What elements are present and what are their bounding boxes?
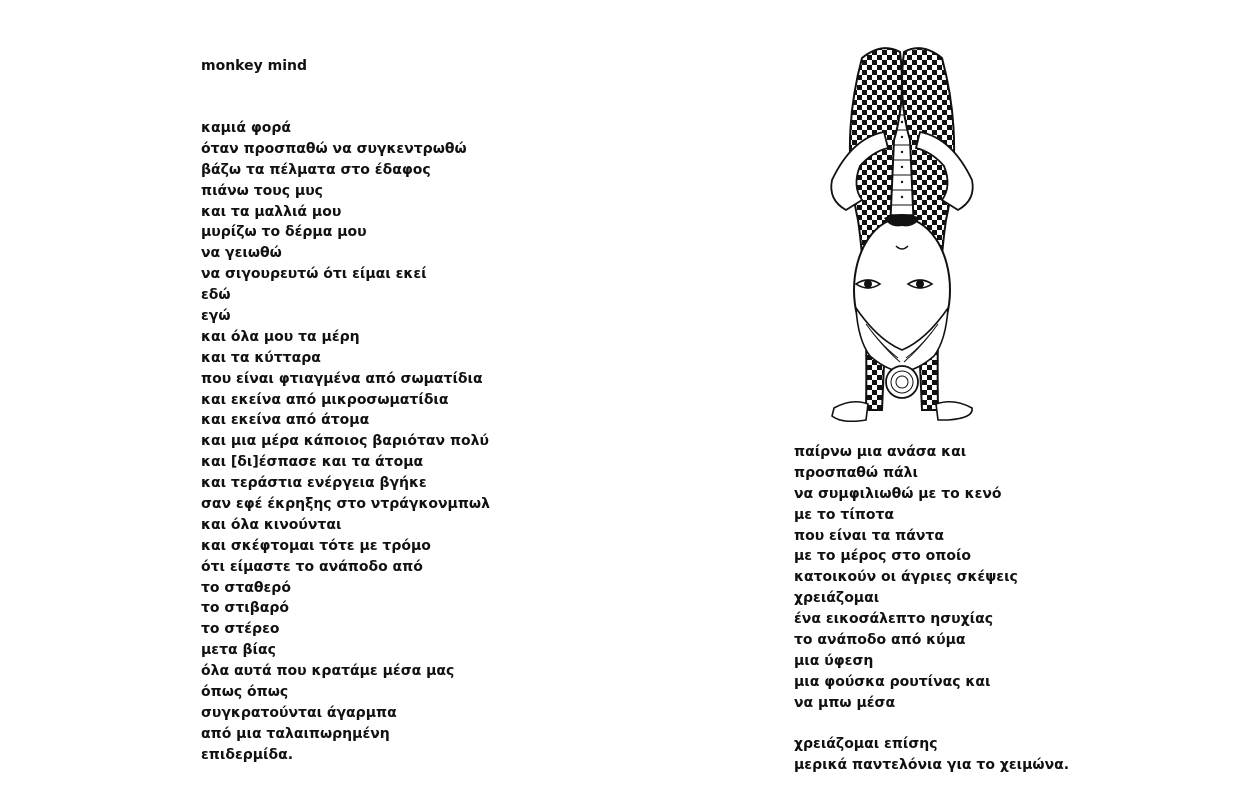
poem-line: και σκέφτομαι τότε με τρόμο	[201, 537, 431, 554]
poem-line: να σιγουρευτώ ότι είμαι εκεί	[201, 266, 427, 283]
poem-line: το σταθερό	[201, 579, 291, 596]
poem-line: να συμφιλιωθώ με το κενό	[794, 485, 1002, 502]
poem-line: και [δι]έσπασε και τα άτομα	[201, 454, 424, 471]
poem-line: και τα κύτταρα	[201, 349, 321, 366]
stanza-break	[794, 714, 1069, 735]
poem-line: όταν προσπαθώ να συγκεντρωθώ	[201, 140, 467, 157]
poem-line: με το μέρος στο οποίο	[794, 548, 972, 565]
poem-line: και εκείνα από μικροσωματίδια	[201, 391, 449, 408]
poem-line: μυρίζω το δέρμα μου	[201, 224, 367, 241]
poem-line: εγώ	[201, 308, 231, 325]
poem-line: συγκρατούνται άγαρμπα	[201, 704, 397, 721]
poem-line: το στιβαρό	[201, 600, 289, 617]
poem-line: ότι είμαστε το ανάποδο από	[201, 558, 423, 575]
poem-line: το στέρεο	[201, 621, 280, 638]
poem-line: παίρνω μια ανάσα και	[794, 444, 967, 460]
poem-line: πιάνω τους μυς	[201, 182, 323, 199]
poem-line: όπως όπως	[201, 684, 289, 701]
poem-line: μερικά παντελόνια για το χειμώνα.	[794, 757, 1070, 774]
poem-line: χρειάζομαι επίσης	[794, 736, 938, 753]
poem-line: από μια ταλαιπωρημένη	[201, 725, 390, 742]
poem-line: το ανάποδο από κύμα	[794, 632, 966, 649]
poem-line: επιδερμίδα.	[201, 746, 294, 763]
poem-line: μια ύφεση	[794, 652, 874, 669]
poem-line: όλα αυτά που κρατάμε μέσα μας	[201, 663, 455, 680]
poem-title: monkey mind	[201, 58, 307, 74]
poem-right-column	[794, 442, 1069, 776]
poem-line: και όλα κινούνται	[201, 516, 342, 533]
poem-line: προσπαθώ πάλι	[794, 464, 918, 481]
poem-line: και τα μαλλιά μου	[201, 203, 342, 220]
poem-line: κατοικούν οι άγριες σκέψεις	[794, 569, 1018, 586]
poem-line: να μπω μέσα	[794, 694, 896, 711]
poem-line: καμιά φορά	[201, 120, 292, 136]
poem-line: και τεράστια ενέργεια βγήκε	[201, 475, 427, 492]
poem-line: και μια μέρα κάποιος βαριόταν πολύ	[201, 433, 489, 450]
poem-line: να γειωθώ	[201, 245, 282, 262]
poem-line: και όλα μου τα μέρη	[201, 328, 360, 345]
poem-line: με το τίποτα	[794, 506, 895, 523]
poem-line: μια φούσκα ρουτίνας και	[794, 673, 991, 690]
poem-line: μετα βίας	[201, 642, 276, 659]
poem-left-column	[201, 118, 490, 766]
poem-line: βάζω τα πέλματα στο έδαφος	[201, 161, 431, 178]
poem-line: που είναι τα πάντα	[794, 527, 944, 544]
poem-line: εδώ	[201, 287, 231, 304]
poem-line: που είναι φτιαγμένα από σωματίδια	[201, 370, 483, 387]
poem-line: και εκείνα από άτομα	[201, 412, 370, 429]
poem-line: σαν εφέ έκρηξης στο ντράγκονμπωλ	[201, 496, 490, 513]
poem-line: ένα εικοσάλεπτο ησυχίας	[794, 611, 994, 628]
upside-down-figure-illustration	[822, 40, 982, 422]
poem-line: χρειάζομαι	[794, 590, 880, 607]
